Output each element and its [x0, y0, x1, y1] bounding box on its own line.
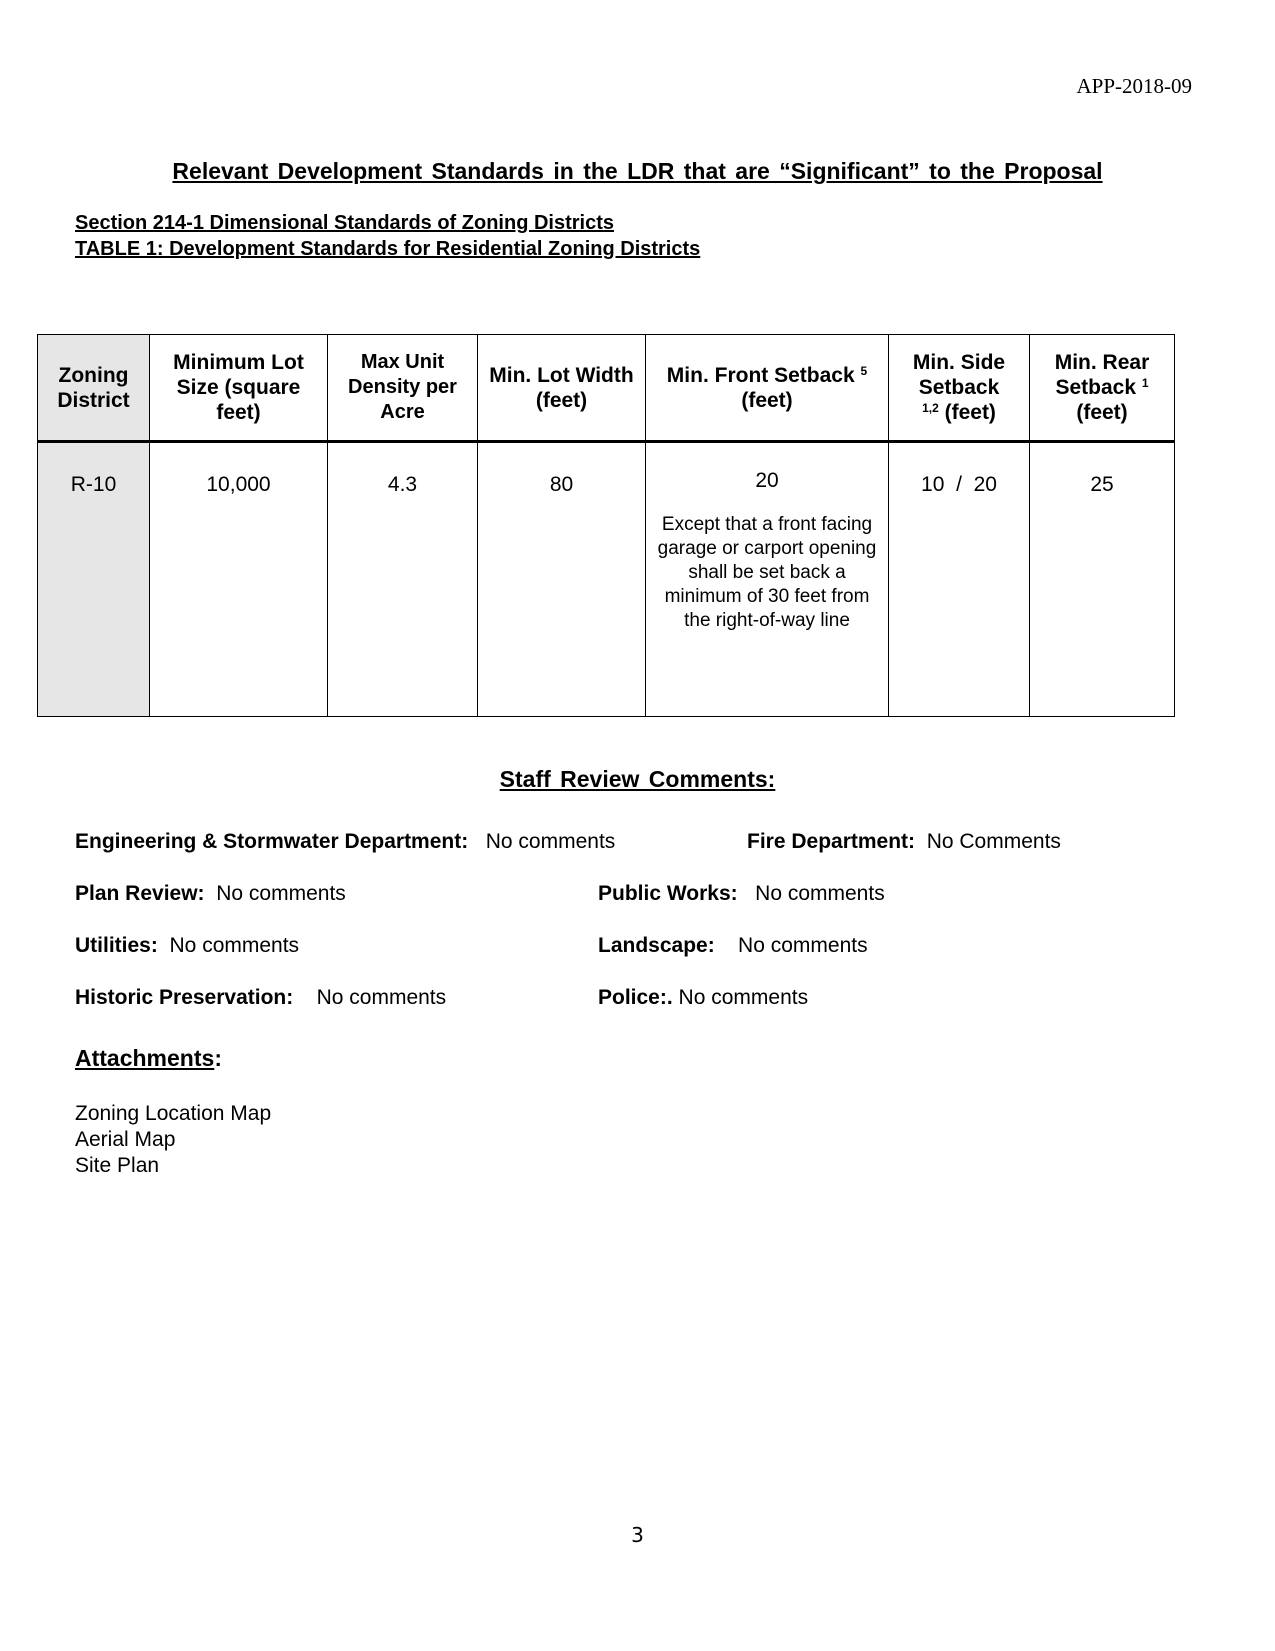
header-lot-size: Minimum Lot Size (square feet)	[150, 335, 328, 442]
comment-value: No comments	[755, 882, 885, 905]
comment-label: Engineering & Stormwater Department:	[75, 830, 469, 853]
comment-label: Public Works:	[598, 882, 738, 905]
header-front-setback	[646, 335, 889, 442]
header-lot-width: Min. Lot Width (feet)	[478, 335, 646, 442]
attachments-list	[75, 1101, 271, 1179]
list-item: Aerial Map	[75, 1128, 176, 1151]
comment-police	[598, 986, 808, 1010]
cell-front-setback	[646, 442, 889, 717]
comment-label: Police:.	[598, 986, 673, 1009]
comment-value: No Comments	[926, 830, 1061, 853]
cell-lot-size: 10,000	[150, 442, 328, 717]
header-side-setback	[889, 335, 1030, 442]
page-number: 3	[631, 1523, 644, 1547]
header-side-setback-label: Min. Side Setback	[912, 351, 1006, 399]
header-density: Max Unit Density per Acre	[328, 335, 478, 442]
header-side-setback-unit: (feet)	[944, 401, 996, 424]
attachments-title-text: Attachments	[75, 1045, 215, 1071]
comment-utilities	[75, 934, 299, 958]
comment-value: No comments	[316, 986, 447, 1009]
header-front-setback-unit: (feet)	[741, 388, 793, 412]
comment-label: Fire Department:	[747, 830, 916, 853]
cell-density: 4.3	[328, 442, 478, 717]
section-heading: Section 214-1 Dimensional Standards of Zoning Districts	[75, 212, 614, 234]
header-rear-setback-footnote: 1	[1141, 376, 1149, 390]
comment-label: Historic Preservation:	[75, 986, 294, 1009]
header-side-setback-footnote: 1,2	[922, 401, 939, 415]
header-rear-setback-unit: (feet)	[1076, 401, 1128, 424]
list-item: Site Plan	[75, 1154, 160, 1177]
cell-lot-width: 80	[478, 442, 646, 717]
comment-public-works	[598, 882, 885, 906]
cell-front-setback-note: Except that a front facing garage or carport opening shall be set back a minimum of 30 feet from the right-of-way line	[657, 514, 877, 631]
header-front-setback-footnote: 5	[860, 363, 868, 378]
comment-value: No comments	[216, 882, 346, 905]
standards-table-container	[37, 334, 1175, 717]
header-rear-setback	[1030, 335, 1175, 442]
comment-value: No comments	[678, 986, 809, 1009]
cell-zoning-district: R-10	[38, 442, 150, 717]
comment-landscape	[598, 934, 868, 958]
standards-table	[37, 334, 1175, 717]
table-header-row	[38, 335, 1175, 442]
cell-front-setback-value: 20	[755, 469, 779, 492]
cell-side-setback: 10 / 20	[889, 442, 1030, 717]
comment-label: Plan Review:	[75, 882, 205, 905]
table-caption: TABLE 1: Development Standards for Residential Zoning Districts	[75, 238, 701, 260]
header-rear-setback-label-a: Min. Rear	[1054, 351, 1150, 374]
comment-label: Utilities:	[75, 934, 158, 957]
attachments-title-colon: :	[214, 1045, 222, 1071]
comment-value: No comments	[169, 934, 300, 957]
cell-rear-setback: 25	[1030, 442, 1175, 717]
attachments-title	[75, 1045, 222, 1072]
comment-plan-review	[75, 882, 346, 906]
document-id: APP-2018-09	[1076, 74, 1192, 98]
comment-value: No comments	[485, 830, 616, 853]
comment-fire	[747, 830, 1061, 854]
comment-label: Landscape:	[598, 934, 715, 957]
comment-value: No comments	[738, 934, 868, 957]
staff-review-title: Staff Review Comments:	[499, 766, 776, 792]
header-zoning-district: Zoning District	[38, 335, 150, 442]
page-title: Relevant Development Standards in the LDR that are “Significant” to the Proposal	[172, 158, 1103, 184]
comment-engineering	[75, 830, 615, 854]
header-rear-setback-label-b: Setback	[1055, 376, 1136, 399]
list-item: Zoning Location Map	[75, 1102, 272, 1125]
table-row	[38, 442, 1175, 717]
comment-historic	[75, 986, 446, 1010]
header-front-setback-label: Min. Front Setback	[666, 363, 855, 387]
